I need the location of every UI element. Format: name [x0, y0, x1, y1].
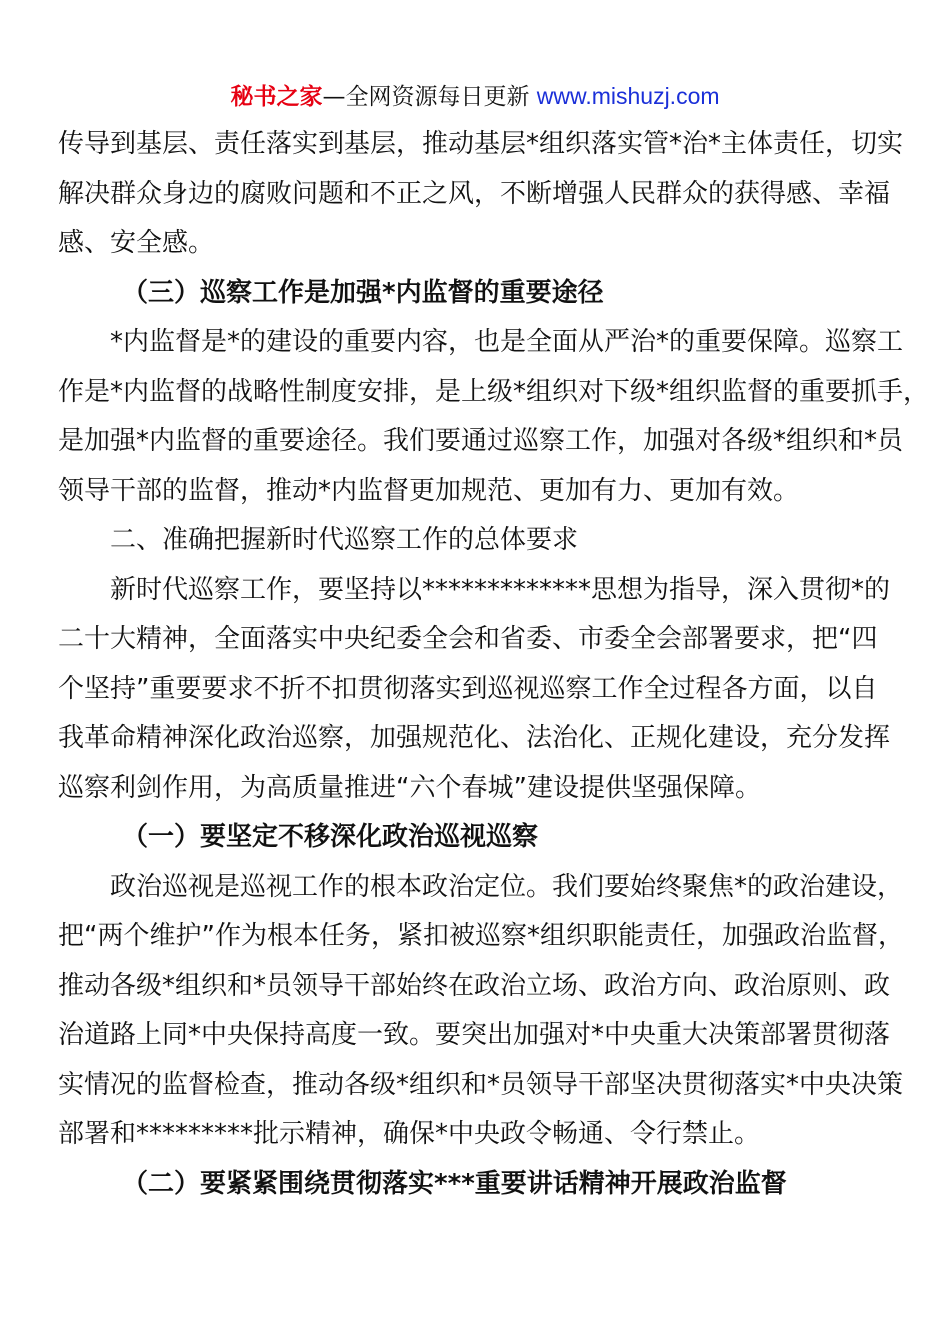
text-line: 是加强*内监督的重要途径。我们要通过巡察工作，加强对各级*组织和*员 — [58, 426, 904, 456]
text-line: 实情况的监督检查，推动各级*组织和*员领导干部坚决贯彻落实*中央决策 — [58, 1069, 904, 1100]
text-line: 领导干部的监督，推动*内监督更加规范、更加有力、更加有效。 — [58, 475, 800, 506]
text-line: 部署和*********批示精神，确保*中央政令畅通、令行禁止。 — [58, 1119, 761, 1149]
site-header — [0, 80, 950, 113]
paragraph-start: *内监督是*的建设的重要内容，也是全面从严治*的重要保障。巡察工 — [110, 327, 904, 357]
document-body — [58, 120, 930, 1209]
text-line: 解决群众身边的腐败问题和不正之风，不断增强人民群众的获得感、幸福 — [58, 178, 891, 209]
header-slogan: —全网资源每日更新 — [322, 84, 537, 110]
text-line: 感、安全感。 — [58, 228, 215, 258]
text-line: 推动各级*组织和*员领导干部始终在政治立场、政治方向、政治原则、政 — [58, 970, 891, 1001]
section-heading: （二）要紧紧围绕贯彻落实***重要讲话精神开展政治监督 — [122, 1168, 787, 1199]
section-heading: （三）巡察工作是加强*内监督的重要途径 — [122, 277, 604, 308]
text-line: 把“两个维护”作为根本任务，紧扣被巡察*组织职能责任，加强政治监督， — [58, 921, 904, 951]
paragraph-start: 政治巡视是巡视工作的根本政治定位。我们要始终聚焦*的政治建设， — [110, 871, 904, 902]
text-line: 巡察利剑作用，为高质量推进“六个春城”建设提供坚强保障。 — [58, 772, 761, 803]
site-url[interactable]: www.mishuzj.com — [536, 83, 720, 109]
text-line: 传导到基层、责任落实到基层，推动基层*组织落实管*治*主体责任，切实 — [58, 129, 904, 159]
chapter-heading: 二、准确把握新时代巡察工作的总体要求 — [110, 525, 579, 555]
text-line: 作是*内监督的战略性制度安排，是上级*组织对下级*组织监督的重要抓手， — [58, 376, 930, 407]
text-line: 个坚持”重要要求不折不扣贯彻落实到巡视巡察工作全过程各方面，以自 — [58, 673, 878, 704]
section-heading: （一）要坚定不移深化政治巡视巡察 — [122, 822, 539, 852]
brand-name: 秘书之家 — [230, 84, 323, 110]
text-line: 二十大精神，全面落实中央纪委全会和省委、市委全会部署要求，把“四 — [58, 624, 878, 654]
text-line: 我革命精神深化政治巡察，加强规范化、法治化、正规化建设，充分发挥 — [58, 723, 891, 753]
text-line: 治道路上同*中央保持高度一致。要突出加强对*中央重大决策部署贯彻落 — [58, 1020, 891, 1050]
paragraph-start: 新时代巡察工作，要坚持以*************思想为指导，深入贯彻*的 — [110, 574, 891, 605]
